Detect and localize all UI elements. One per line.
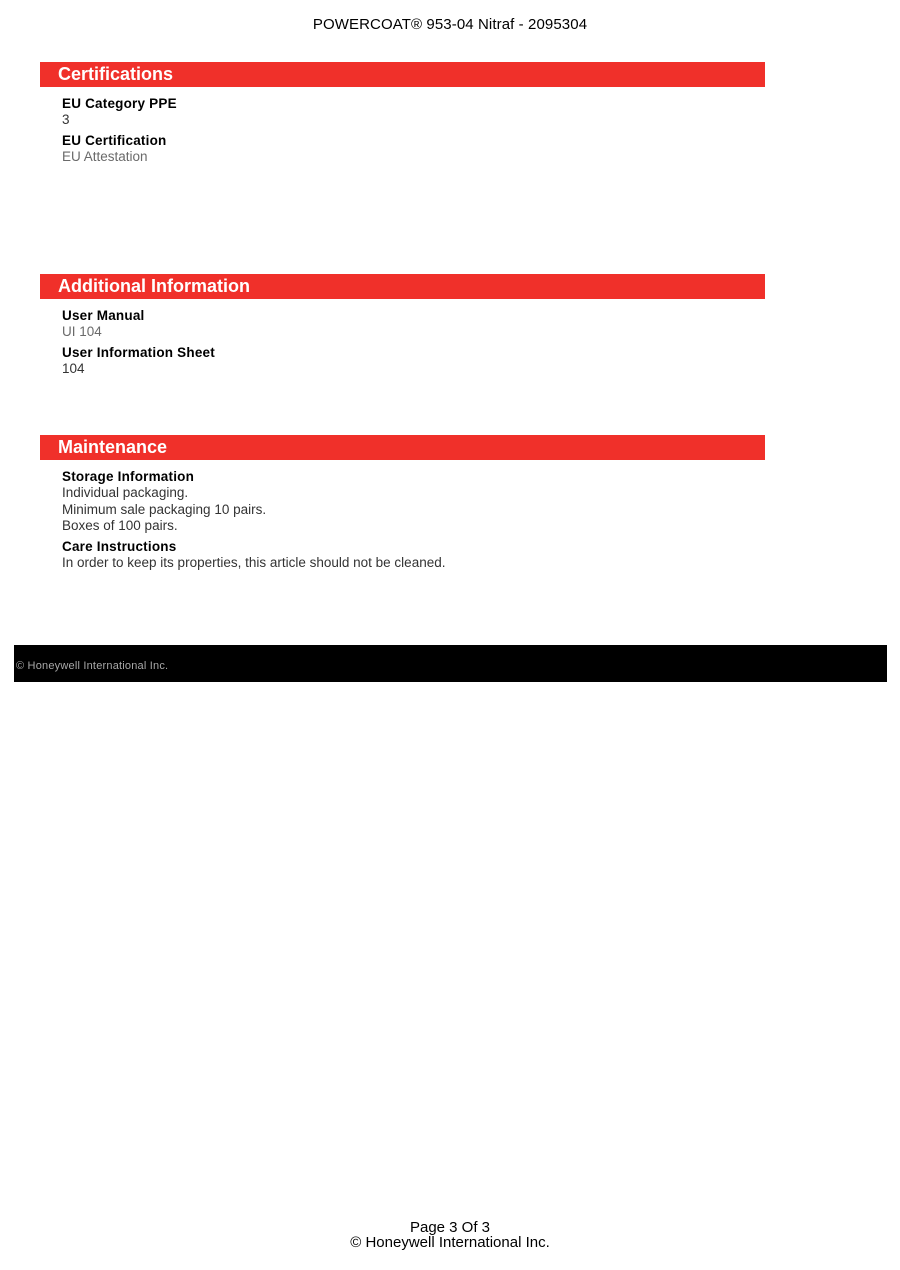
section-certifications [40,62,765,169]
field-value: 3 [62,112,70,127]
field-label: EU Certification [62,132,167,148]
field-label: Care Instructions [62,538,177,554]
field-eu-certification [62,133,765,166]
field-user-manual [62,308,765,341]
field-value: In order to keep its properties, this article should not be cleaned. [62,554,446,570]
field-user-information-sheet [62,345,765,378]
section-heading-certifications: Certifications [40,62,765,87]
field-value-line: Minimum sale packaging 10 pairs. [62,501,267,517]
field-value: 104 [62,360,85,376]
section-body-certifications [40,87,765,165]
section-additional-information [40,274,765,381]
field-label: User Information Sheet [62,344,215,360]
page-footer [0,1220,900,1250]
field-value: UI 104 [62,324,102,339]
field-value-line: Boxes of 100 pairs. [62,518,178,533]
footer-copyright: © Honeywell International Inc. [350,1234,550,1251]
section-heading-maintenance: Maintenance [40,435,765,460]
field-eu-category-ppe [62,96,765,129]
field-label: User Manual [62,308,145,323]
field-label: Storage Information [62,469,195,484]
field-value-line: Individual packaging. [62,485,189,500]
field-storage-information [62,469,765,535]
page-number: Page 3 Of 3 [409,1219,491,1236]
document-title: POWERCOAT® 953-04 Nitraf - 2095304 [312,16,588,33]
section-body-maintenance [40,460,765,571]
copyright-bar [14,645,887,682]
section-body-additional-information [40,299,765,377]
section-heading-additional-information: Additional Information [40,274,765,299]
copyright-bar-text: © Honeywell International Inc. [16,660,169,672]
field-value: EU Attestation [62,148,148,164]
field-label: EU Category PPE [62,96,177,111]
field-care-instructions [62,539,765,572]
section-maintenance [40,435,765,575]
